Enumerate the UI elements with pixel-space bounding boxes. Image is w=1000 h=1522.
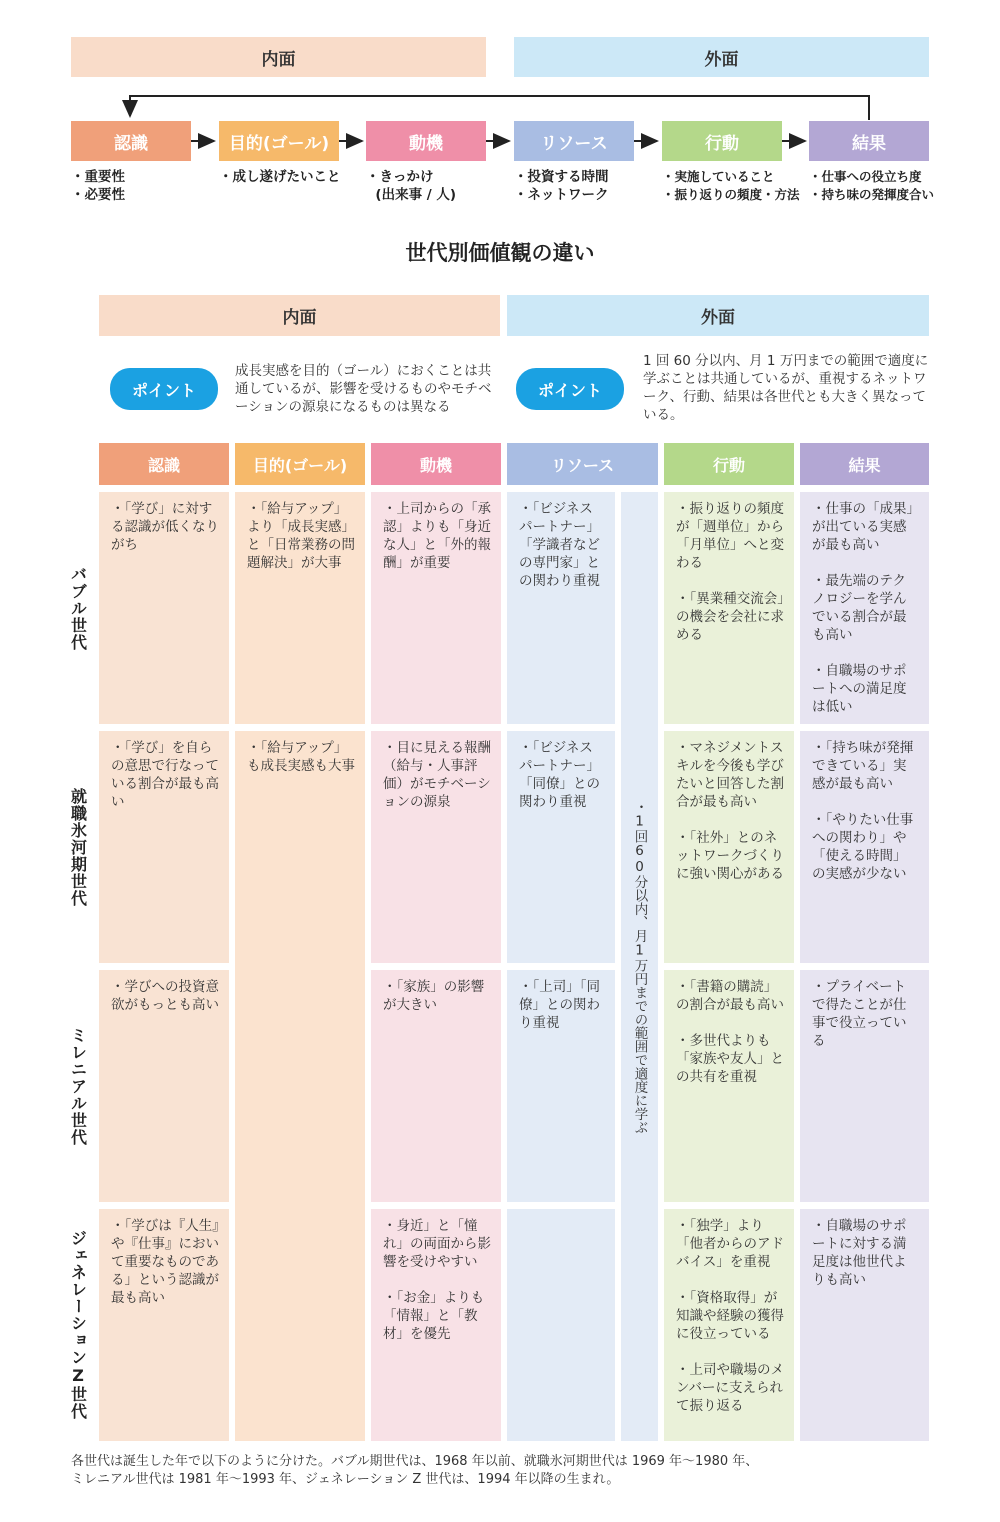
col-header-resource: [507, 443, 658, 485]
step-koudou: [662, 121, 782, 161]
step-sub-resource: ・投資する時間 ・ネットワーク: [514, 169, 609, 203]
cell-ninshiki-bubble: ・「学び」に対する認識が低くなりがち: [99, 492, 229, 724]
cell-resource-bubble: ・「ビジネスパートナー」「学識者などの専門家」との関わり重視: [507, 492, 615, 724]
page-title: 世代別価値観の違い: [405, 241, 595, 265]
generation-label-hyougaki: 就職氷河期世代: [68, 787, 88, 907]
point-text-inner: 成長実感を目的（ゴール）におくことは共通しているが、影響を受けるものやモチベーションの源泉になるものは異なる: [235, 363, 492, 415]
generation-label-millennial: ミレニアル世代: [68, 1026, 88, 1146]
cell-kekka-bubble: ・仕事の「成果」が出ている実感が最も高い ・最先端のテクノロジーを学んでいる割合が最も高い ・自職場のサポートへの満足度は低い: [800, 492, 929, 724]
cell-ninshiki-hyougaki: ・「学び」を自らの意思で行なっている割合が最も高い: [99, 731, 229, 963]
cell-douki-genz: ・身近」と「憧れ」の両面から影響を受けやすい ・「お金」よりも「情報」と「教材」を優先: [371, 1209, 501, 1441]
col-header-ninshiki: [99, 443, 229, 485]
col-header-label: 目的(ゴール): [252, 455, 348, 475]
col-header-koudou: [664, 443, 794, 485]
cell-koudou-genz: ・「独学」より「他者からのアドバイス」を重視 ・「資格取得」が知識や経験の獲得に役立っている ・上司や職場のメンバーに支えられて振り返る: [664, 1209, 794, 1441]
step-kekka: [809, 121, 929, 161]
col-header-kekka: [800, 443, 929, 485]
feedback-loop-arrow: [130, 96, 869, 120]
cell-douki-hyougaki: ・目に見える報酬（給与・人事評価）がモチベーションの源泉: [371, 731, 501, 963]
cell-resource-hyougaki: ・「ビジネスパートナー」「同僚」との関わり重視: [507, 731, 615, 963]
step-sub-mokuteki: ・成し遂げたいこと: [219, 169, 341, 185]
cell-douki-millennial: ・「家族」の影響が大きい: [371, 970, 501, 1202]
inner-band: [99, 295, 500, 336]
generation-label-genz: ジェネレーションZ世代: [68, 1230, 88, 1420]
step-sub-ninshiki: ・重要性 ・必要性: [71, 169, 125, 203]
point-pill-inner: [110, 368, 218, 410]
step-resource: [514, 121, 634, 161]
col-header-label: 行動: [712, 455, 745, 475]
cell-mokuteki-bubble: ・「給与アップ」より「成長実感」と「日常業務の問題解決」が大事: [235, 492, 365, 724]
point-pill-label: ポイント: [131, 380, 196, 400]
outer-band-label: 外面: [701, 308, 735, 328]
footnote: [71, 1453, 931, 1489]
step-sub-douki: ・きっかけ (出来事 / 人): [366, 169, 457, 203]
step-label: 認識: [114, 133, 148, 154]
step-douki: [366, 121, 486, 161]
footnote-line-1: 各世代は誕生した年で以下のように分けた。バブル期世代は、1968 年以前、就職氷河期世代は 1969 年〜1980 年、: [71, 1454, 759, 1469]
inner-band-label: 内面: [282, 308, 317, 328]
col-header-label: 認識: [147, 455, 180, 475]
step-label: 結果: [852, 133, 886, 154]
cell-douki-bubble: ・上司からの「承認」よりも「身近な人」と「外的報酬」が重要: [371, 492, 501, 724]
step-label: リソース: [540, 133, 608, 154]
cell-resource-millennial: ・「上司」「同僚」との関わり重視: [507, 970, 615, 1202]
step-label: 動機: [409, 133, 443, 154]
outer-band: [507, 295, 929, 336]
cell-kekka-hyougaki: ・「持ち味が発揮できている」実感が最も高い ・「やりたい仕事への関わり」や「使える時間」の実感が少ない: [800, 731, 929, 963]
cell-koudou-bubble: ・振り返りの頻度が「週単位」から「月単位」へと変わる ・「異業種交流会」の機会を会社に求める: [664, 492, 794, 724]
col-header-mokuteki: [235, 443, 365, 485]
col-header-label: 結果: [848, 455, 881, 475]
cell-kekka-millennial: ・プライベートで得たことが仕事で役立っている: [800, 970, 929, 1202]
step-mokuteki: [219, 121, 339, 161]
step-sub-kekka: ・仕事への役立ち度 ・持ち味の発揮度合い: [809, 169, 935, 202]
generation-label-bubble: バブル世代: [68, 565, 88, 651]
point-text-outer: 1 回 60 分以内、月 1 万円までの範囲で適度に学ぶことは共通しているが、重視するネットワーク、行動、結果は各世代とも大きく異なっている。: [643, 353, 929, 423]
cell-ninshiki-millennial: ・学びへの投資意欲がもっとも高い: [99, 970, 229, 1202]
step-label: 行動: [705, 133, 739, 154]
col-header-label: 動機: [419, 455, 452, 475]
point-pill-outer: [516, 368, 624, 410]
cell-koudou-millennial: ・「書籍の購読」の割合が最も高い ・多世代よりも「家族や友人」との共有を重視: [664, 970, 794, 1202]
cell-koudou-hyougaki: ・マネジメントスキルを今後も学びたいと回答した割合が最も高い ・「社外」とのネットワークづくりに強い関心がある: [664, 731, 794, 963]
point-pill-label: ポイント: [537, 380, 602, 400]
cell-ninshiki-genz: ・「学びは『人生』や『仕事』において重要なものである」という認識が最も高い: [99, 1209, 229, 1441]
step-label: 目的(ゴール): [228, 133, 330, 154]
cell-kekka-genz: ・自職場のサポートに対する満足度は他世代よりも高い: [800, 1209, 929, 1441]
footnote-line-2: ミレニアル世代は 1981 年〜1993 年、ジェネレーション Z 世代は、1994 年以降の生まれ。: [71, 1472, 620, 1487]
top-inner-label: 内面: [261, 49, 296, 70]
col-header-douki: [371, 443, 501, 485]
cell-resource-genz: [507, 1209, 615, 1441]
col-header-label: リソース: [550, 455, 615, 475]
step-ninshiki: [71, 121, 191, 161]
top-outer-label: 外面: [704, 49, 739, 70]
step-sub-koudou: ・実施していること ・振り返りの頻度・方法: [662, 169, 800, 202]
cell-resource-common: ・1回60分以内、月1万円までの範囲で適度に学ぶ: [621, 492, 658, 1441]
cell-mokuteki-others: ・「給与アップ」も成長実感も大事: [235, 731, 365, 1441]
